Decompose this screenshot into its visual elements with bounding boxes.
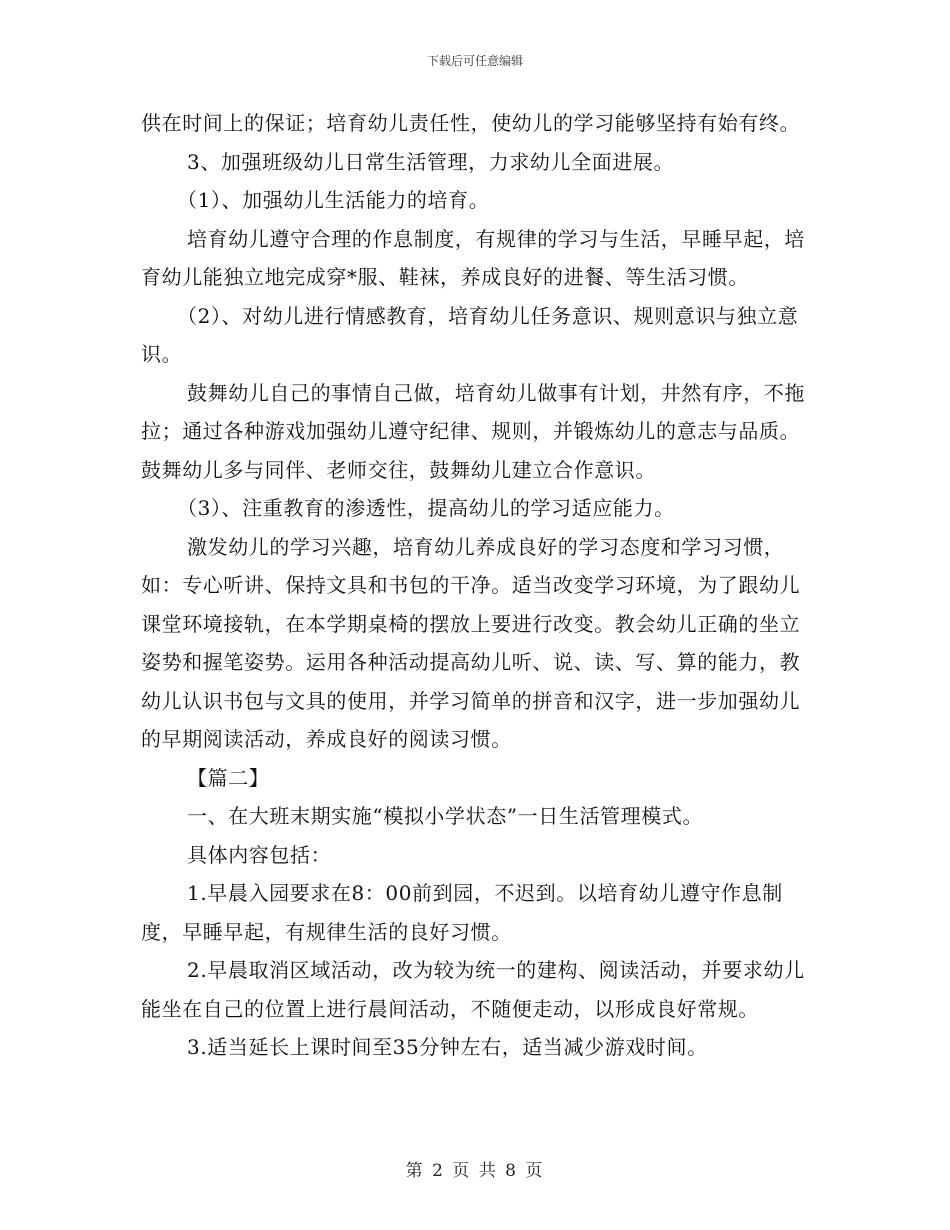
paragraph-6: 鼓舞幼儿自己的事情自己做，培育幼儿做事有计划，井然有序，不拖拉；通过各种游戏加强幼儿遵守纪律、规则，并锻炼幼儿的意志与品质。鼓舞幼儿多与同伴、老师交往，鼓舞幼儿建立合作意识。 [141, 380, 805, 482]
paragraph-7: （3）、注重教育的渗透性，提高幼儿的学习适应能力。 [177, 496, 675, 520]
paragraph-3: （1）、加强幼儿生活能力的培育。 [177, 188, 490, 212]
paragraph-10: 一、在大班末期实施“模拟小学状态”一日生活管理模式。 [187, 804, 704, 828]
paragraph-5: （2）、对幼儿进行情感教育，培育幼儿任务意识、规则意识与独立意识。 [141, 303, 799, 366]
paragraph-13: 2.早晨取消区域活动，改为较为统一的建构、阅读活动，并要求幼儿能坐在自己的位置上进行晨间活动，不随便走动，以形成良好常规。 [141, 958, 805, 1021]
paragraph-14: 3.适当延长上课时间至35分钟左右，适当减少游戏时间。 [187, 1035, 708, 1059]
page-footer: 第 2 页 共 8 页 [405, 1161, 545, 1181]
document-body [141, 104, 811, 1067]
section-heading: 【篇二】 [187, 765, 270, 790]
paragraph-2: 3、加强班级幼儿日常生活管理，力求幼儿全面进展。 [187, 149, 675, 174]
paragraph-4: 培育幼儿遵守合理的作息制度，有规律的学习与生活，早睡早起，培育幼儿能独立地完成穿*服、鞋袜，养成良好的进餐、等生活习惯。 [141, 226, 805, 289]
paragraph-11: 具体内容包括： [187, 842, 332, 867]
paragraph-8: 激发幼儿的学习兴趣，培育幼儿养成良好的学习态度和学习习惯，如：专心听讲、保持文具和书包的干净。适当改变学习环境，为了跟幼儿课堂环境接轨，在本学期桌椅的摆放上要进行改变。教会幼儿正确的坐立姿势和握笔姿势。运用各种活动提高幼儿听、说、读、写、算的能力，教幼儿认识书包与文具的使用，并学习简单的拼音和汉字，进一步加强幼儿的早期阅读活动，养成良好的阅读习惯。 [141, 534, 801, 751]
paragraph-12: 1.早晨入园要求在8：00前到园，不迟到。以培育幼儿遵守作息制度，早睡早起，有规律生活的良好习惯。 [141, 881, 783, 944]
paragraph-1: 供在时间上的保证；培育幼儿责任性，使幼儿的学习能够坚持有始有终。 [141, 111, 801, 135]
page-header: 下载后可任意编辑 [426, 54, 523, 68]
